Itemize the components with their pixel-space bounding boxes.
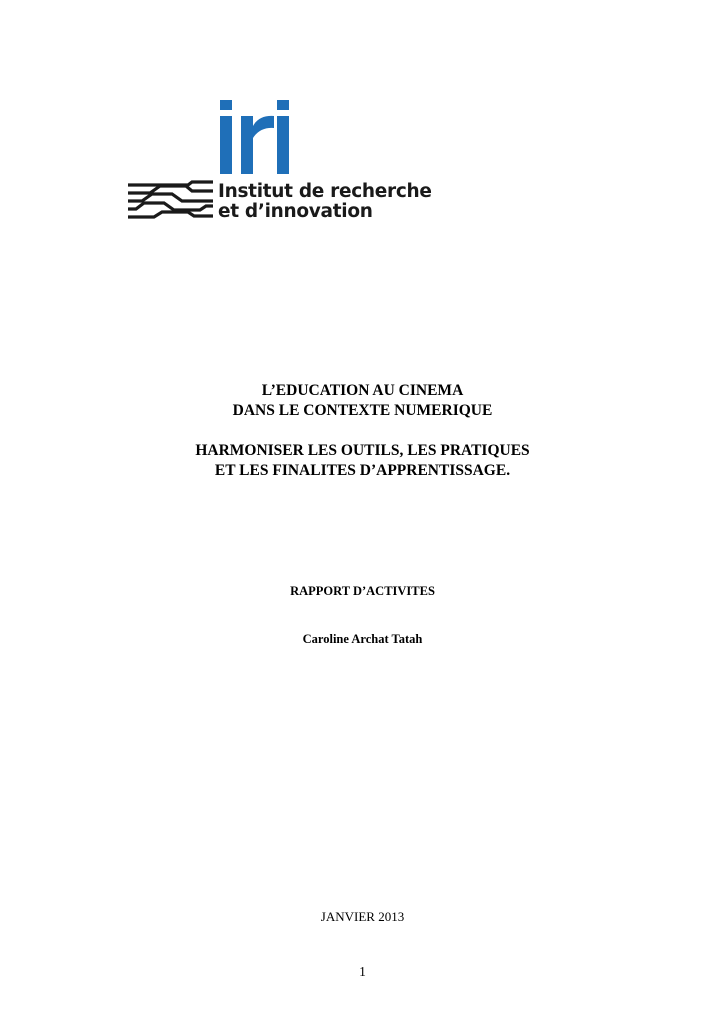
- logo-name-line2: et d’innovation: [218, 201, 373, 222]
- document-title: [0, 381, 725, 421]
- publication-date: JANVIER 2013: [320, 909, 405, 924]
- title-line2: DANS LE CONTEXTE NUMERIQUE: [232, 402, 493, 419]
- logo-institute-name: [218, 182, 432, 222]
- iri-logo: [128, 100, 432, 230]
- subtitle-line1: HARMONISER LES OUTILS, LES PRATIQUES: [195, 442, 530, 459]
- subtitle-line2: ET LES FINALITES D’APPRENTISSAGE.: [214, 462, 511, 479]
- title-line1: L’EDUCATION AU CINEMA: [261, 382, 464, 399]
- logo-name-line1: Institut de recherche: [218, 181, 432, 202]
- document-subtitle: [0, 441, 725, 481]
- author-name: Caroline Archat Tatah: [302, 632, 423, 646]
- report-type: RAPPORT D’ACTIVITES: [290, 584, 435, 598]
- page-number: 1: [359, 964, 366, 979]
